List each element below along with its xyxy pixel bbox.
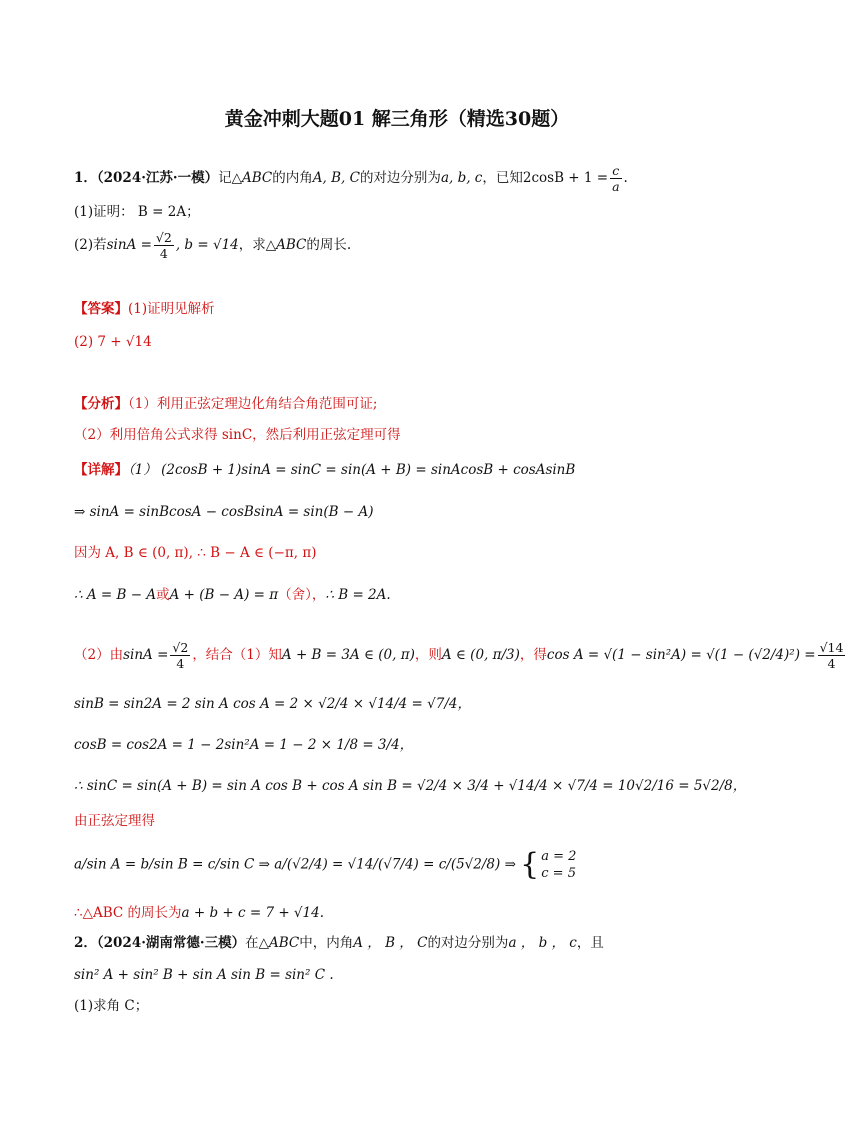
q1-part2-triangle: △ABC (265, 237, 307, 253)
detail-eq: A ∈ (0, π/3) (441, 647, 520, 663)
detail-text: ，得 (519, 647, 547, 663)
detail-equation: （1） (2cosB + 1)sinA = sinC = sin(A + B) = sinAcosB + cosAsinB (128, 462, 576, 478)
q1-analysis-part2: （2）利用倍角公式求得 sinC，然后利用正弦定理可得 (74, 427, 401, 443)
q2-stem-equation: sin² A + sin² B + sin A sin B = sin² C . (74, 967, 334, 983)
answer-part1: (1)证明见解析 (128, 301, 215, 317)
detail-text: （舍）， (278, 587, 326, 603)
detail-eq: A + B = 3A ∈ (0, π) (281, 647, 415, 663)
q1-part2 (74, 230, 351, 261)
q2-stem-text: 的对边分别为 (427, 935, 509, 951)
q1-part2-fraction (154, 230, 174, 261)
detail-text: 或 (156, 587, 170, 603)
q1-part2-text: (2)若 (74, 237, 107, 253)
detail-fraction (818, 640, 846, 671)
q1-part2-sin: sinA = (106, 237, 152, 253)
detail-text: （2）由 (74, 647, 124, 663)
case-a: a = 2 (541, 849, 577, 864)
cases-block (541, 848, 576, 882)
q2-stem-text: 在 (245, 935, 259, 951)
detail-text: ∴△ABC 的周长为 (74, 905, 182, 921)
analysis-label: 【分析】 (74, 396, 128, 412)
detail-eq: ∴ A = B − A (74, 587, 157, 603)
q2-label: 2．（2024·湖南常德·三模） (74, 935, 246, 951)
q1-detail-line9: 由正弦定理得 (74, 813, 155, 829)
case-c: c = 5 (541, 866, 576, 881)
detail-text: ，则 (414, 647, 442, 663)
q1-stem-triangle: △ABC (231, 170, 273, 186)
answer-label: 【答案】 (74, 301, 128, 317)
q2-stem-sides: a ， b ， c (508, 935, 577, 951)
fraction-denominator: 4 (176, 656, 185, 671)
q2-stem-text: ，且 (576, 935, 604, 951)
q1-stem-angles: A, B, C (312, 170, 360, 186)
q2-stem-angles: A ， B ， C (353, 935, 428, 951)
q1-detail-line8: ∴ sinC = sin(A + B) = sin A cos B + cos A sin B = √2/4 × 3/4 + √14/4 × √7/4 = 10√2/16 = 5√2/8， (74, 778, 747, 794)
q1-stem-text: ，已知 (482, 170, 523, 186)
fraction-denominator: a (612, 179, 620, 194)
fraction-numerator: √2 (155, 230, 172, 245)
detail-fraction (170, 640, 190, 671)
q1-stem-fraction (610, 163, 621, 194)
q2-stem-triangle: △ABC (258, 935, 300, 951)
analysis-part1: （1）利用正弦定理边化角结合角范围可证; (128, 396, 378, 412)
q1-part2-text: 的周长. (306, 237, 352, 253)
q1-detail-line2: ⇒ sinA = sinBcosA − cosBsinA = sin(B − A) (74, 504, 374, 520)
q1-stem-text: 的内角 (272, 170, 313, 186)
q1-detail-line11 (74, 903, 324, 923)
page-title: 黄金冲刺大题01 解三角形（精选30题） (224, 108, 570, 130)
q2-part1: (1)求角 C； (74, 998, 149, 1014)
q1-label: 1．（2024·江苏·一模） (74, 170, 219, 186)
q1-stem-equation: 2cosB + 1 = (522, 170, 609, 186)
detail-eq: ∴ B = 2A. (325, 587, 391, 603)
fraction-denominator: 4 (827, 656, 836, 671)
q2-stem (74, 933, 604, 953)
detail-eq: A + (B − A) = π (169, 587, 279, 603)
q1-detail-line5 (74, 640, 847, 671)
q1-stem-text: 的对边分别为 (359, 170, 441, 186)
detail-eq: a/sin A = b/sin B = c/sin C ⇒ a/(√2/4) = √14/(√7/4) = c/(5√2/8) ⇒ (74, 856, 516, 873)
detail-label: 【详解】 (74, 462, 128, 478)
q1-part2-b-value: , b = √14 (175, 237, 239, 253)
q1-detail-line7: cosB = cos2A = 1 − 2sin²A = 1 − 2 × 1/8 = 3/4， (74, 737, 414, 753)
q1-part1: (1)证明： B = 2A； (74, 204, 200, 220)
q1-stem-sides: a, b, c (440, 170, 483, 186)
detail-text: ，结合（1）知 (192, 647, 282, 663)
cases-brace: { (520, 847, 540, 882)
q1-detail-line4 (74, 585, 391, 605)
q1-detail-line10 (74, 848, 576, 882)
fraction-numerator: √14 (819, 640, 844, 655)
q1-analysis (74, 394, 377, 414)
fraction-numerator: c (610, 163, 621, 179)
detail-eq: cos A = √(1 − sin²A) = √(1 − (√2/4)²) = (546, 647, 816, 663)
q1-part2-text: ，求 (238, 237, 266, 253)
q1-answer-part2: (2) 7 + √14 (74, 334, 152, 350)
q1-detail-line1 (74, 460, 575, 480)
detail-eq: sinA = (123, 647, 169, 663)
q1-detail-line3: 因为 A, B ∈ (0, π), ∴ B − A ∈ (−π, π) (74, 545, 317, 561)
q1-detail-line6: sinB = sin2A = 2 sin A cos A = 2 × √2/4 × √14/4 = √7/4， (74, 696, 471, 712)
q1-answer (74, 299, 215, 319)
q1-stem-text: 记 (218, 170, 232, 186)
fraction-numerator: √2 (172, 640, 189, 655)
fraction-denominator: 4 (159, 246, 168, 261)
q2-stem-text: 中，内角 (299, 935, 354, 951)
detail-eq: a + b + c = 7 + √14. (181, 905, 325, 921)
q1-stem: 1．（2024·江苏·一模）记△ABC的内角A, B, C的对边分别为a, b, c，已知2cosB + 1 = $\frac{c}{a}$ . (74, 163, 628, 194)
